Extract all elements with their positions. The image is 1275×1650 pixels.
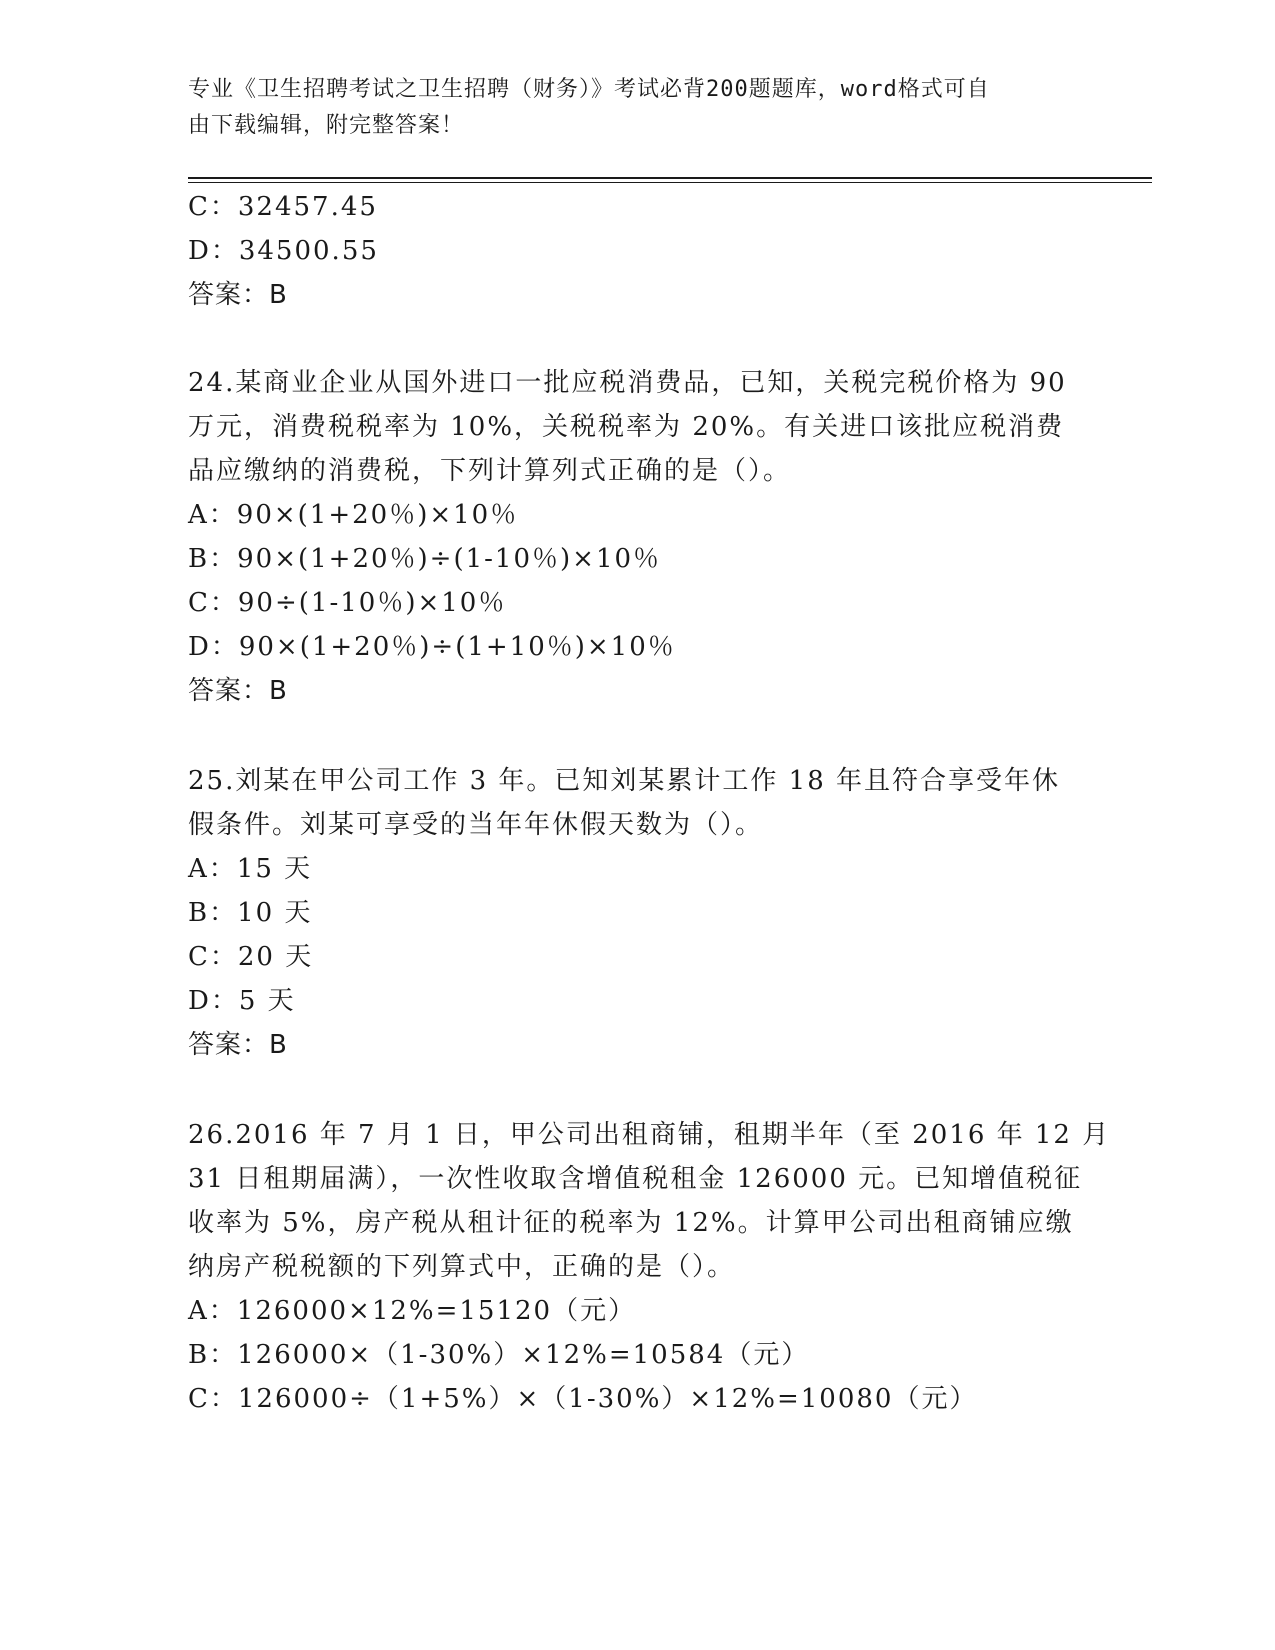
q25-stem-line-1: 25.刘某在甲公司工作 3 年。已知刘某累计工作 18 年且符合享受年休 [188, 766, 1061, 796]
q26-stem-line-3: 收率为 5%，房产税从租计征的税率为 12%。计算甲公司出租商铺应缴 [188, 1208, 1074, 1238]
header-divider-thin [188, 182, 1152, 183]
q25-answer: 答案：B [188, 1030, 288, 1060]
q24-answer: 答案：B [188, 676, 288, 706]
q26-stem-line-1: 26.2016 年 7 月 1 日，甲公司出租商铺，租期半年（至 2016 年 12 月 [188, 1120, 1111, 1150]
q24-option-c: C：90÷(1-10％)×10％ [188, 588, 507, 618]
q26-option-a: A：126000×12%=15120（元） [188, 1296, 637, 1326]
q25-option-a: A：15 天 [188, 854, 313, 884]
q26-stem-line-2: 31 日租期届满），一次性收取含增值税租金 126000 元。已知增值税征 [188, 1164, 1083, 1194]
q23-option-d: D：34500.55 [188, 236, 379, 266]
header-line-2: 由下载编辑，附完整答案！ [188, 113, 465, 138]
q23-answer: 答案：B [188, 280, 288, 310]
q25-option-b: B：10 天 [188, 898, 313, 928]
q25-stem-line-2: 假条件。刘某可享受的当年年休假天数为（）。 [188, 810, 764, 840]
q25-option-d: D：5 天 [188, 986, 296, 1016]
q25-option-c: C：20 天 [188, 942, 314, 972]
q23-option-c: C：32457.45 [188, 192, 378, 222]
header-divider-thick [188, 177, 1152, 179]
q24-option-a: A：90×(1+20％)×10％ [188, 500, 519, 530]
q24-stem-line-3: 品应缴纳的消费税，下列计算列式正确的是（）。 [188, 456, 792, 486]
q24-option-d: D：90×(1+20％)÷(1+10％)×10％ [188, 632, 676, 662]
q24-stem-line-1: 24.某商业企业从国外进口一批应税消费品，已知，关税完税价格为 90 [188, 368, 1067, 398]
header-line-1: 专业《卫生招聘考试之卫生招聘（财务）》考试必背200题题库，word格式可自 [188, 77, 990, 102]
q24-stem-line-2: 万元，消费税税率为 10%，关税税率为 20%。有关进口该批应税消费 [188, 412, 1065, 442]
q26-stem-line-4: 纳房产税税额的下列算式中，正确的是（）。 [188, 1252, 736, 1282]
document-header [188, 72, 1088, 144]
q26-option-c: C：126000÷（1+5%）×（1-30%）×12%=10080（元） [188, 1384, 978, 1414]
q24-option-b: B：90×(1+20％)÷(1-10％)×10％ [188, 544, 662, 574]
q26-option-b: B：126000×（1-30%）×12%=10584（元） [188, 1340, 810, 1370]
